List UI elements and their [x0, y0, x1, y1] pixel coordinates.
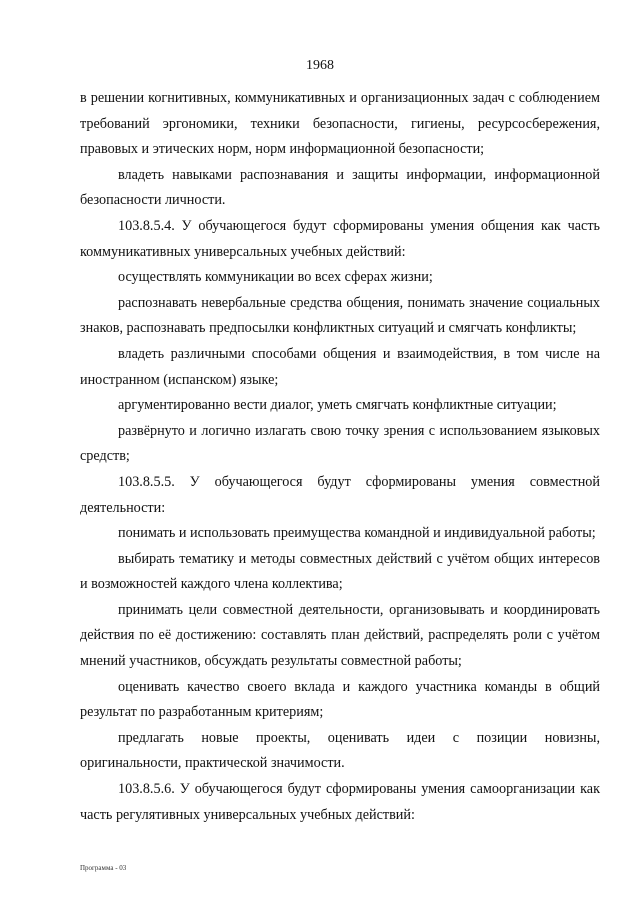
paragraph: принимать цели совместной деятельности, организовывать и координировать действия по её достижению: составлять план действий, распределять роли с учётом мнений участников, обсуждать результаты совместной работы;	[80, 601, 600, 670]
paragraph: в решении когнитивных, коммуникативных и организационных задач с соблюдением требований эргономики, техники безопасности, гигиены, ресурсосбережения, правовых и этических норм, норм информационной безопасности;	[80, 90, 600, 158]
paragraph: оценивать качество своего вклада и каждого участника команды в общий результат по разработанным критериям;	[80, 678, 600, 721]
document-body	[80, 86, 600, 828]
section-heading-paragraph: 103.8.5.5. У обучающегося будут сформированы умения совместной деятельности:	[80, 473, 600, 516]
paragraph: выбирать тематику и методы совместных действий с учётом общих интересов и возможностей каждого члена коллектива;	[80, 550, 600, 593]
page-footer: Программа - 03	[80, 864, 127, 872]
paragraph: развёрнуто и логично излагать свою точку зрения с использованием языковых средств;	[80, 422, 600, 465]
paragraph: аргументированно вести диалог, уметь смягчать конфликтные ситуации;	[118, 397, 557, 414]
paragraph: понимать и использовать преимущества командной и индивидуальной работы;	[118, 525, 596, 542]
paragraph: предлагать новые проекты, оценивать идеи с позиции новизны, оригинальности, практической значимости.	[80, 729, 600, 772]
section-heading-paragraph: 103.8.5.4. У обучающегося будут сформированы умения общения как часть коммуникативных универсальных учебных действий:	[80, 217, 600, 260]
paragraph: владеть различными способами общения и взаимодействия, в том числе на иностранном (испанском) языке;	[80, 345, 600, 388]
paragraph: распознавать невербальные средства общения, понимать значение социальных знаков, распознавать предпосылки конфликтных ситуаций и смягчать конфликты;	[80, 294, 600, 337]
page-number: 1968	[306, 58, 334, 73]
paragraph: владеть навыками распознавания и защиты информации, информационной безопасности личности.	[80, 166, 600, 209]
section-heading-paragraph: 103.8.5.6. У обучающегося будут сформированы умения самоорганизации как часть регулятивных универсальных учебных действий:	[80, 781, 600, 823]
paragraph: осуществлять коммуникации во всех сферах жизни;	[118, 269, 433, 286]
